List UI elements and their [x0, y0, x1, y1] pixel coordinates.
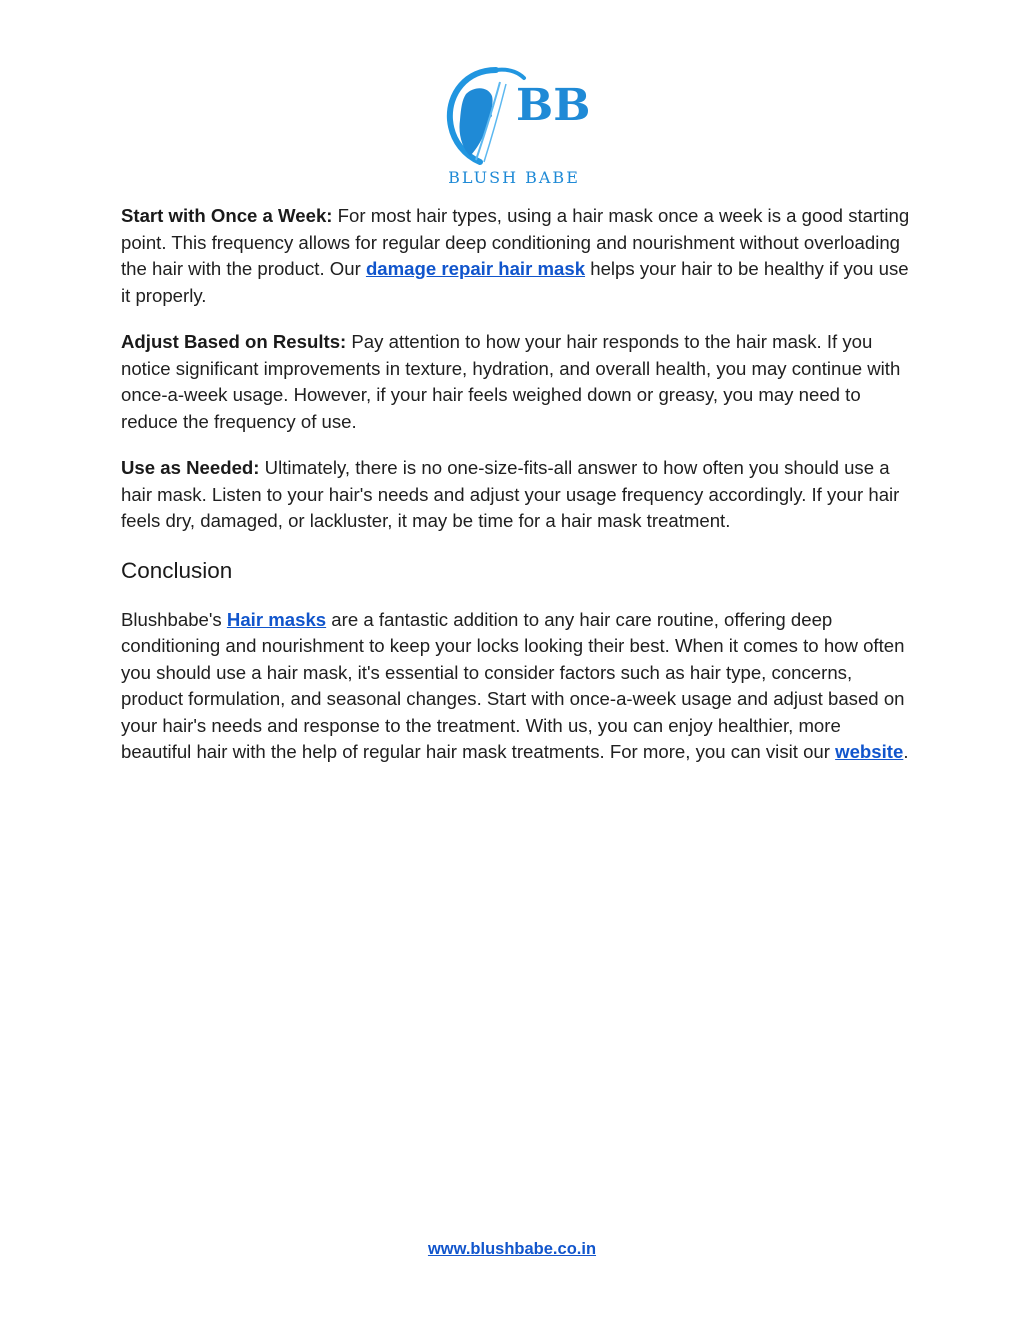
paragraph-text: Blushbabe's	[121, 608, 227, 630]
website-link[interactable]: website	[835, 741, 904, 762]
paragraph-text: .	[903, 741, 909, 762]
brand-logo	[436, 64, 592, 192]
conclusion-heading: Conclusion	[121, 557, 233, 583]
paragraph-lead: Adjust Based on Results:	[121, 331, 347, 352]
document-body	[121, 203, 911, 786]
paragraph-text: Ultimately, there is no one-size-fits-all answer to how often you should use a hair mask. Listen to your hair's needs and adjust your usage frequency accordingly. If your hair feels dry, damaged, or lackluster, it may be time for a hair mask treatment.	[121, 457, 900, 531]
paragraph-lead: Start with Once a Week:	[121, 205, 333, 226]
damage-repair-hair-mask-link[interactable]: damage repair hair mask	[365, 258, 586, 279]
page-footer	[0, 1240, 1024, 1259]
paragraph-conclusion	[121, 607, 911, 766]
paragraph-lead: Use as Needed:	[121, 457, 260, 478]
brand-name: BLUSH BABE	[448, 168, 580, 187]
hair-masks-link[interactable]: Hair masks	[226, 608, 327, 630]
logo-letters: BB	[516, 80, 591, 131]
paragraph-text: helps your hair to be healthy if you use it properly.	[121, 258, 909, 306]
paragraph-text: For most hair types, using a hair mask once a week is a good starting point. This frequency allows for regular deep conditioning and nourishment without overloading the hair with the product. Our	[121, 205, 910, 279]
paragraph-adjust	[121, 329, 911, 435]
footer-website-link[interactable]: www.blushbabe.co.in	[427, 1240, 597, 1258]
paragraph-once-a-week	[121, 203, 911, 309]
paragraph-use-as-needed	[121, 455, 911, 535]
paragraph-text: are a fantastic addition to any hair care routine, offering deep conditioning and nourishment to keep your locks looking their best. When it comes to how often you should use a hair mask, it's essential to consider factors such as hair type, concerns, product formulation, and seasonal changes. Start with once-a-week usage and adjust based on your hair's needs and response to the treatment. With us, you can enjoy healthier, more beautiful hair with the help of regular hair mask treatments. For more, you can visit our	[121, 608, 905, 762]
paragraph-text: Pay attention to how your hair responds to the hair mask. If you notice significant improvements in texture, hydration, and overall health, you may continue with once-a-week usage. However, if your hair feels weighed down or greasy, you may need to reduce the frequency of use.	[121, 331, 901, 432]
